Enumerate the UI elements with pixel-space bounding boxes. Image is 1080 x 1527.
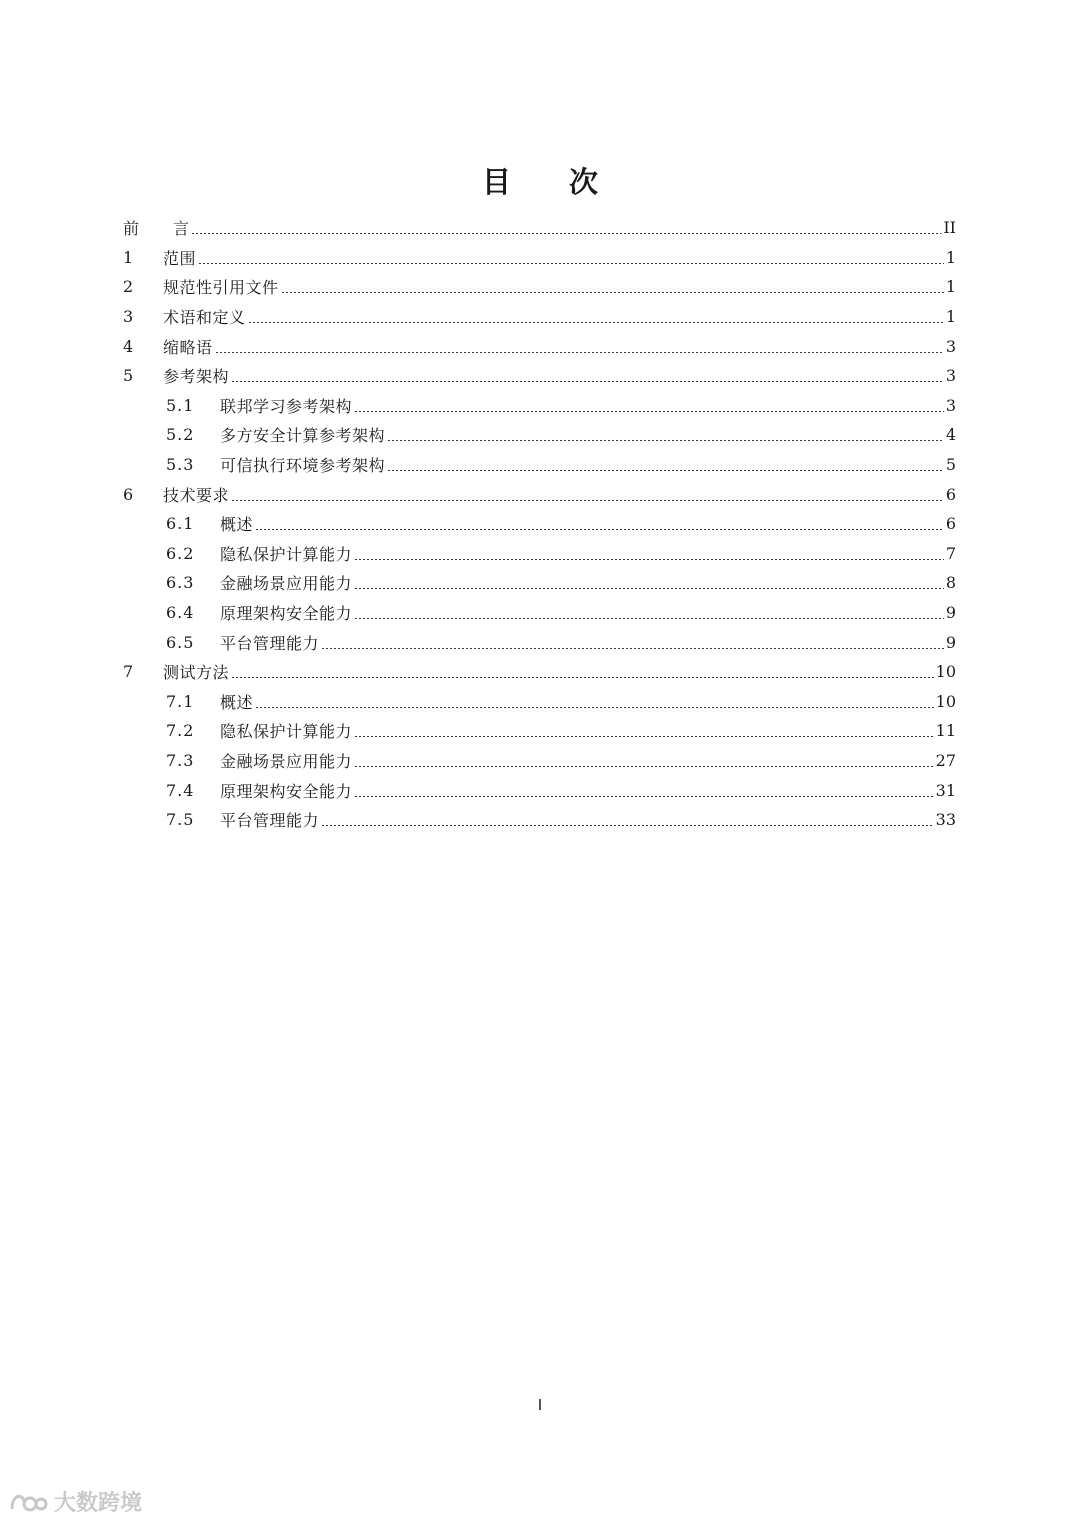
toc-entry-page: 4 — [945, 425, 956, 445]
toc-entry-title-part: 前 — [123, 219, 140, 239]
toc-entry-page: 3 — [945, 336, 956, 356]
toc-entry-title: 原理架构安全能力 — [220, 781, 353, 801]
toc-leader-dots — [354, 736, 934, 737]
toc-entry[interactable] — [123, 627, 956, 657]
toc-entry[interactable] — [123, 361, 956, 391]
toc-leader-dots — [321, 648, 944, 649]
toc-leader-dots — [231, 500, 944, 501]
toc-leader-dots — [191, 233, 941, 234]
toc-entry-title: 术语和定义 — [163, 308, 246, 328]
toc-entry-title: 测试方法 — [163, 663, 230, 683]
toc-entry-title: 联邦学习参考架构 — [220, 396, 353, 416]
toc-leader-dots — [387, 440, 944, 441]
toc-leader-dots — [255, 529, 944, 530]
watermark — [8, 1486, 142, 1517]
toc-entry[interactable] — [123, 775, 956, 805]
toc-leader-dots — [387, 470, 944, 471]
toc-entry-page: 27 — [935, 750, 956, 770]
toc-entry[interactable] — [123, 331, 956, 361]
toc-entry-number: 7.2 — [166, 721, 195, 741]
toc-entry-number: 6.4 — [166, 603, 195, 623]
toc-entry-title: 隐私保护计算能力 — [220, 544, 353, 564]
toc-entry-title: 原理架构安全能力 — [220, 604, 353, 624]
toc-entry-page: 10 — [935, 691, 956, 711]
watermark-logo-icon — [8, 1489, 48, 1515]
toc-entry[interactable] — [123, 243, 956, 273]
toc-entry-number: 6.2 — [166, 543, 195, 563]
toc-entry-title: 隐私保护计算能力 — [220, 722, 353, 742]
toc-entry-title-part: 言 — [173, 219, 190, 239]
toc-entry-page: 9 — [945, 603, 956, 623]
toc-entry-page: 9 — [945, 632, 956, 652]
toc-entry-page: 1 — [945, 247, 956, 267]
toc-entry[interactable] — [123, 657, 956, 687]
toc-entry-number: 7.5 — [166, 810, 195, 830]
toc-entry[interactable] — [123, 568, 956, 598]
toc-entry-page: 1 — [945, 307, 956, 327]
toc-entry-title: 参考架构 — [163, 367, 230, 387]
toc-entry-number: 5.1 — [166, 395, 195, 415]
toc-entry-title: 金融场景应用能力 — [220, 751, 353, 771]
toc-leader-dots — [231, 381, 944, 382]
toc-entry-page: 1 — [945, 277, 956, 297]
toc-entry[interactable] — [123, 420, 956, 450]
toc-leader-dots — [255, 707, 934, 708]
toc-entry-number: 1 — [123, 247, 134, 267]
toc-entry-number: 7 — [123, 662, 134, 682]
toc-entry[interactable] — [123, 687, 956, 717]
toc-leader-dots — [354, 796, 934, 797]
toc-entry-page: 3 — [945, 366, 956, 386]
toc-entry-title: 可信执行环境参考架构 — [220, 456, 386, 476]
toc-entry-page: 5 — [945, 455, 956, 475]
toc-entry[interactable] — [123, 509, 956, 539]
toc-leader-dots — [321, 825, 934, 826]
toc-leader-dots — [354, 588, 944, 589]
toc-entry[interactable] — [123, 479, 956, 509]
toc-leader-dots — [248, 322, 944, 323]
toc-leader-dots — [354, 618, 944, 619]
page-title — [0, 160, 1080, 201]
watermark-text: 大数跨境 — [54, 1491, 143, 1516]
table-of-contents — [123, 213, 956, 834]
toc-entry-number: 5.2 — [166, 425, 195, 445]
toc-entry-page: 33 — [935, 810, 956, 830]
title-char-1: 目 — [481, 165, 511, 199]
toc-entry-title: 多方安全计算参考架构 — [220, 426, 386, 446]
toc-entry-number: 7.4 — [166, 780, 195, 800]
toc-entry[interactable] — [123, 598, 956, 628]
toc-entry-number: 6 — [123, 484, 134, 504]
toc-entry[interactable] — [123, 746, 956, 776]
toc-entry-number: 7.3 — [166, 750, 195, 770]
toc-entry-number: 7.1 — [166, 691, 195, 711]
toc-entry-page: 10 — [935, 662, 956, 682]
toc-entry[interactable] — [123, 272, 956, 302]
toc-entry-title: 缩略语 — [163, 337, 213, 357]
toc-leader-dots — [198, 263, 944, 264]
toc-entry[interactable] — [123, 539, 956, 569]
toc-entry-page: 6 — [945, 514, 956, 534]
toc-entry-number: 5.3 — [166, 455, 195, 475]
toc-leader-dots — [354, 559, 944, 560]
toc-entry-number: 6.3 — [166, 573, 195, 593]
toc-entry-number: 5 — [123, 366, 134, 386]
toc-entry-title — [123, 216, 189, 239]
toc-entry[interactable] — [123, 391, 956, 421]
toc-entry-title: 平台管理能力 — [220, 811, 320, 831]
toc-entry[interactable] — [123, 450, 956, 480]
toc-entry-number: 6.5 — [166, 632, 195, 652]
toc-entry[interactable] — [123, 805, 956, 835]
toc-entry-title: 规范性引用文件 — [163, 278, 279, 298]
toc-entry-title: 范围 — [163, 248, 197, 268]
toc-leader-dots — [354, 766, 934, 767]
toc-entry-title: 技术要求 — [163, 485, 230, 505]
toc-entry-number: 4 — [123, 336, 134, 356]
toc-entry-page: 11 — [935, 721, 956, 741]
page-number: I — [537, 1396, 543, 1414]
toc-leader-dots — [354, 411, 944, 412]
toc-entry-page: II — [943, 218, 956, 238]
toc-entry[interactable] — [123, 213, 956, 243]
toc-entry-number: 2 — [123, 277, 134, 297]
toc-entry-page: 7 — [945, 543, 956, 563]
toc-leader-dots — [215, 352, 944, 353]
toc-entry-page: 3 — [945, 395, 956, 415]
toc-entry-title: 概述 — [220, 515, 254, 535]
toc-entry-title: 概述 — [220, 692, 254, 712]
toc-entry-number: 3 — [123, 307, 134, 327]
toc-entry[interactable] — [123, 716, 956, 746]
toc-entry-page: 6 — [945, 484, 956, 504]
toc-leader-dots — [281, 292, 944, 293]
toc-entry-page: 8 — [945, 573, 956, 593]
toc-entry-number: 6.1 — [166, 514, 195, 534]
title-char-2: 次 — [569, 165, 599, 199]
toc-entry-title: 金融场景应用能力 — [220, 574, 353, 594]
toc-leader-dots — [231, 677, 934, 678]
toc-entry-page: 31 — [935, 780, 956, 800]
toc-entry-title: 平台管理能力 — [220, 633, 320, 653]
toc-entry[interactable] — [123, 302, 956, 332]
